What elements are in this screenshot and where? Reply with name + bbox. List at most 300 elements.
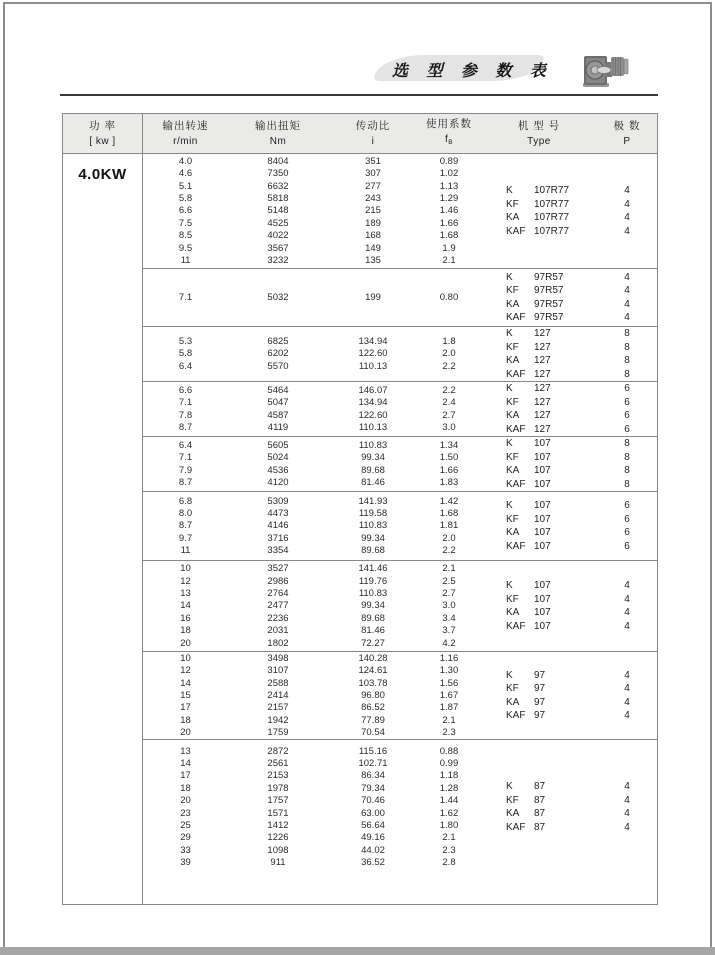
table-row bbox=[143, 291, 480, 303]
type-row bbox=[480, 780, 657, 794]
type-model: 107 bbox=[534, 465, 551, 477]
speed-header-unit: r/min bbox=[173, 135, 198, 147]
poles-cell: 8 bbox=[624, 328, 630, 340]
speed-cell: 5.8 bbox=[178, 193, 193, 205]
type-prefix: KAF bbox=[506, 620, 526, 632]
ratio-cell: 102.71 bbox=[358, 758, 388, 770]
torque-cell: 5570 bbox=[267, 360, 289, 372]
type-model: 107R77 bbox=[534, 212, 570, 224]
table-row bbox=[143, 476, 480, 488]
ratio-cell: 119.58 bbox=[358, 508, 388, 520]
factor-cell: 1.62 bbox=[439, 807, 459, 819]
type-prefix: K bbox=[506, 328, 513, 340]
type-row bbox=[480, 464, 657, 478]
table-block bbox=[143, 381, 657, 436]
ratio-cell: 79.34 bbox=[361, 782, 385, 794]
column-header-power bbox=[63, 114, 143, 153]
type-prefix: KA bbox=[506, 607, 520, 619]
torque-cell: 5047 bbox=[267, 397, 289, 409]
factor-cell: 1.80 bbox=[439, 820, 459, 832]
factor-cell: 0.89 bbox=[439, 155, 459, 167]
table-row bbox=[143, 545, 480, 557]
type-model: 97 bbox=[534, 683, 546, 695]
torque-cell: 4146 bbox=[267, 520, 289, 532]
type-row bbox=[480, 512, 657, 526]
poles-cell: 8 bbox=[624, 341, 630, 353]
speed-cell: 8.7 bbox=[178, 520, 193, 532]
poles-cell: 4 bbox=[624, 225, 630, 237]
torque-cell: 5818 bbox=[267, 193, 289, 205]
type-cell bbox=[480, 514, 598, 525]
type-prefix: K bbox=[506, 781, 513, 793]
speed-cell: 18 bbox=[180, 782, 191, 794]
ratio-cell: 140.28 bbox=[358, 652, 388, 664]
poles-cell: 4 bbox=[624, 312, 630, 324]
speed-cell: 7.8 bbox=[178, 409, 193, 421]
type-row bbox=[480, 668, 657, 682]
type-cell bbox=[480, 697, 598, 708]
column-header-service-factor bbox=[418, 114, 480, 153]
ratio-cell: 124.61 bbox=[358, 665, 388, 677]
page-title: 选 型 参 数 表 bbox=[392, 63, 553, 80]
torque-cell: 1098 bbox=[267, 844, 289, 856]
table-row bbox=[143, 168, 480, 180]
type-cell bbox=[480, 342, 598, 353]
table-block bbox=[143, 651, 657, 739]
type-row bbox=[480, 396, 657, 410]
type-row bbox=[480, 382, 657, 396]
factor-header-label: 使用系数 bbox=[426, 118, 472, 130]
factor-cell: 0.88 bbox=[439, 745, 459, 757]
torque-cell: 1942 bbox=[267, 714, 289, 726]
column-header-torque bbox=[228, 114, 328, 153]
factor-cell: 2.7 bbox=[442, 588, 456, 600]
ratio-header-label: 传动比 bbox=[355, 119, 391, 132]
table-row bbox=[143, 230, 480, 242]
type-prefix: KF bbox=[506, 396, 519, 408]
table-row bbox=[143, 495, 480, 507]
speed-cell: 8.0 bbox=[178, 508, 193, 520]
torque-cell: 4473 bbox=[267, 508, 289, 520]
speed-cell: 6.6 bbox=[178, 205, 193, 217]
torque-cell: 5148 bbox=[267, 205, 289, 217]
type-model: 107R77 bbox=[534, 198, 570, 210]
ratio-cell: 36.52 bbox=[361, 857, 385, 869]
speed-cell: 4.0 bbox=[178, 155, 193, 167]
type-row bbox=[480, 579, 657, 593]
type-prefix: KA bbox=[506, 696, 520, 708]
speed-cell: 11 bbox=[180, 545, 191, 557]
torque-cell: 3354 bbox=[267, 545, 289, 557]
torque-cell: 4120 bbox=[267, 477, 289, 489]
type-model: 127 bbox=[534, 368, 551, 380]
table-row bbox=[143, 452, 480, 464]
factor-cell: 0.99 bbox=[439, 758, 459, 770]
type-cell bbox=[480, 185, 598, 196]
factor-cell: 1.42 bbox=[439, 495, 459, 507]
poles-cell: 6 bbox=[624, 500, 630, 512]
factor-cell: 2.0 bbox=[442, 532, 456, 544]
poles-cell: 4 bbox=[624, 794, 630, 806]
speed-cell: 10 bbox=[180, 563, 191, 575]
type-row bbox=[480, 409, 657, 423]
ratio-cell: 86.52 bbox=[361, 702, 385, 714]
poles-cell: 4 bbox=[624, 580, 630, 592]
type-prefix: KA bbox=[506, 808, 520, 820]
type-prefix: KA bbox=[506, 355, 520, 367]
speed-cell: 13 bbox=[180, 588, 191, 600]
speed-cell: 15 bbox=[180, 689, 191, 701]
type-cell bbox=[480, 452, 598, 463]
table-row bbox=[143, 464, 480, 476]
type-row bbox=[480, 354, 657, 368]
type-model: 107R77 bbox=[534, 185, 570, 197]
poles-cell: 6 bbox=[624, 383, 630, 395]
table-blocks bbox=[143, 154, 657, 904]
type-cell bbox=[480, 369, 598, 380]
torque-cell: 1571 bbox=[267, 807, 289, 819]
speed-cell: 8.5 bbox=[178, 230, 193, 242]
speed-cell: 12 bbox=[180, 575, 191, 587]
factor-cell: 1.66 bbox=[439, 464, 459, 476]
table-body bbox=[63, 154, 657, 904]
ratio-cell: 115.16 bbox=[358, 745, 388, 757]
type-cell bbox=[480, 607, 598, 618]
poles-cell: 4 bbox=[624, 620, 630, 632]
table-row bbox=[143, 714, 480, 726]
factor-cell: 4.2 bbox=[442, 637, 456, 649]
poles-cell: 8 bbox=[624, 355, 630, 367]
type-model: 127 bbox=[534, 423, 551, 435]
ratio-cell: 189 bbox=[365, 217, 381, 229]
table-row bbox=[143, 832, 480, 844]
ratio-cell: 110.83 bbox=[358, 439, 388, 451]
factor-cell: 1.46 bbox=[439, 205, 459, 217]
type-model: 87 bbox=[534, 808, 546, 820]
ratio-cell: 146.07 bbox=[358, 384, 388, 396]
column-header-ratio bbox=[328, 114, 418, 153]
ratio-cell: 72.27 bbox=[361, 637, 385, 649]
type-cell bbox=[480, 212, 598, 223]
table-row bbox=[143, 677, 480, 689]
factor-cell: 3.0 bbox=[442, 422, 456, 434]
type-cell bbox=[480, 226, 598, 237]
table-row bbox=[143, 217, 480, 229]
type-model: 87 bbox=[534, 781, 546, 793]
page-footer-strip bbox=[0, 947, 715, 955]
table-row bbox=[143, 563, 480, 575]
type-cell bbox=[480, 299, 598, 310]
speed-cell: 17 bbox=[180, 770, 191, 782]
type-row bbox=[480, 327, 657, 341]
factor-cell: 1.56 bbox=[439, 677, 459, 689]
type-prefix: KF bbox=[506, 513, 519, 525]
ratio-cell: 86.34 bbox=[361, 770, 385, 782]
factor-cell: 1.02 bbox=[439, 168, 459, 180]
poles-cell: 6 bbox=[624, 527, 630, 539]
type-cell bbox=[480, 594, 598, 605]
poles-cell: 4 bbox=[624, 607, 630, 619]
type-row bbox=[480, 807, 657, 821]
type-row bbox=[480, 211, 657, 225]
factor-cell: 2.1 bbox=[442, 714, 456, 726]
type-cell bbox=[480, 710, 598, 721]
column-header-speed bbox=[143, 114, 228, 153]
table-row bbox=[143, 782, 480, 794]
speed-cell: 7.1 bbox=[178, 452, 193, 464]
factor-cell: 1.67 bbox=[439, 689, 459, 701]
ratio-cell: 63.00 bbox=[361, 807, 385, 819]
type-cell bbox=[480, 808, 598, 819]
poles-cell: 8 bbox=[624, 438, 630, 450]
type-cell bbox=[480, 199, 598, 210]
type-model: 127 bbox=[534, 396, 551, 408]
speed-cell: 20 bbox=[180, 637, 191, 649]
factor-cell: 1.66 bbox=[439, 217, 459, 229]
ratio-cell: 89.68 bbox=[361, 545, 385, 557]
speed-cell: 4.6 bbox=[178, 168, 193, 180]
torque-cell: 2414 bbox=[267, 689, 289, 701]
poles-header-label: 极 数 bbox=[613, 119, 641, 132]
type-row bbox=[480, 197, 657, 211]
type-model: 127 bbox=[534, 355, 551, 367]
poles-cell: 4 bbox=[624, 212, 630, 224]
type-cell bbox=[480, 670, 598, 681]
factor-cell: 2.7 bbox=[442, 409, 456, 421]
speed-cell: 6.4 bbox=[178, 360, 193, 372]
factor-cell: 3.7 bbox=[442, 625, 456, 637]
torque-cell: 5309 bbox=[267, 495, 289, 507]
type-prefix: K bbox=[506, 185, 513, 197]
type-model: 107 bbox=[534, 438, 551, 450]
factor-cell: 3.4 bbox=[442, 612, 456, 624]
table-row bbox=[143, 665, 480, 677]
type-row bbox=[480, 592, 657, 606]
speed-cell: 16 bbox=[180, 612, 191, 624]
type-row bbox=[480, 437, 657, 451]
type-model: 107 bbox=[534, 593, 551, 605]
type-model: 127 bbox=[534, 341, 551, 353]
poles-cell: 4 bbox=[624, 593, 630, 605]
type-cell bbox=[480, 397, 598, 408]
poles-cell: 4 bbox=[624, 271, 630, 283]
torque-cell: 1759 bbox=[267, 727, 289, 739]
speed-cell: 10 bbox=[180, 652, 191, 664]
type-header-label: 机 型 号 bbox=[517, 119, 561, 132]
factor-cell: 2.0 bbox=[442, 348, 456, 360]
column-header-poles bbox=[598, 114, 656, 153]
header-divider-rule bbox=[60, 94, 658, 96]
ratio-cell: 81.46 bbox=[361, 477, 385, 489]
table-row bbox=[143, 439, 480, 451]
speed-cell: 20 bbox=[180, 727, 191, 739]
speed-cell: 18 bbox=[180, 714, 191, 726]
speed-cell: 29 bbox=[180, 832, 191, 844]
power-value: 4.0KW bbox=[63, 154, 143, 904]
type-model: 107 bbox=[534, 540, 551, 552]
torque-cell: 4525 bbox=[267, 217, 289, 229]
poles-cell: 4 bbox=[624, 821, 630, 833]
speed-cell: 13 bbox=[180, 745, 191, 757]
torque-cell: 2986 bbox=[267, 575, 289, 587]
table-row bbox=[143, 360, 480, 372]
type-prefix: K bbox=[506, 383, 513, 395]
factor-header-unit: $f_B$ bbox=[444, 134, 454, 146]
ratio-cell: 89.68 bbox=[361, 464, 385, 476]
type-prefix: KF bbox=[506, 683, 519, 695]
type-prefix: K bbox=[506, 580, 513, 592]
type-row bbox=[480, 271, 657, 285]
table-row bbox=[143, 612, 480, 624]
type-prefix: K bbox=[506, 271, 513, 283]
table-row bbox=[143, 600, 480, 612]
table-row bbox=[143, 397, 480, 409]
type-prefix: KA bbox=[506, 527, 520, 539]
torque-cell: 3107 bbox=[267, 665, 289, 677]
factor-cell: 1.68 bbox=[439, 230, 459, 242]
type-cell bbox=[480, 424, 598, 435]
type-prefix: KF bbox=[506, 285, 519, 297]
ratio-cell: 81.46 bbox=[361, 625, 385, 637]
table-row bbox=[143, 180, 480, 192]
factor-cell: 0.80 bbox=[439, 291, 459, 303]
poles-cell: 8 bbox=[624, 465, 630, 477]
power-header-label: 功 率 bbox=[89, 119, 116, 132]
type-cell bbox=[480, 479, 598, 490]
factor-cell: 3.0 bbox=[442, 600, 456, 612]
torque-header-unit: Nm bbox=[269, 135, 287, 147]
table-row bbox=[143, 348, 480, 360]
type-prefix: KAF bbox=[506, 478, 526, 490]
table-row bbox=[143, 795, 480, 807]
type-prefix: KF bbox=[506, 451, 519, 463]
ratio-cell: 141.93 bbox=[358, 495, 388, 507]
ratio-cell: 110.13 bbox=[358, 422, 388, 434]
type-prefix: KF bbox=[506, 198, 519, 210]
type-model: 107 bbox=[534, 580, 551, 592]
type-model: 107 bbox=[534, 620, 551, 632]
type-model: 127 bbox=[534, 328, 551, 340]
torque-cell: 2477 bbox=[267, 600, 289, 612]
type-model: 97R57 bbox=[534, 285, 564, 297]
torque-cell: 1757 bbox=[267, 795, 289, 807]
factor-cell: 2.2 bbox=[442, 545, 456, 557]
table-row bbox=[143, 844, 480, 856]
speed-cell: 14 bbox=[180, 677, 191, 689]
speed-cell: 9.5 bbox=[178, 242, 193, 254]
type-row bbox=[480, 311, 657, 325]
type-cell bbox=[480, 410, 598, 421]
table-row bbox=[143, 757, 480, 769]
speed-cell: 5.1 bbox=[178, 180, 193, 192]
poles-cell: 8 bbox=[624, 478, 630, 490]
type-cell bbox=[480, 527, 598, 538]
factor-cell: 1.68 bbox=[439, 508, 459, 520]
ratio-cell: 149 bbox=[365, 242, 381, 254]
factor-cell: 2.8 bbox=[442, 857, 456, 869]
type-row bbox=[480, 682, 657, 696]
table-header-row bbox=[63, 114, 657, 154]
speed-cell: 5.3 bbox=[178, 336, 193, 348]
table-block bbox=[143, 491, 657, 560]
poles-cell: 4 bbox=[624, 198, 630, 210]
speed-cell: 18 bbox=[180, 625, 191, 637]
ratio-cell: 70.54 bbox=[361, 727, 385, 739]
type-prefix: KF bbox=[506, 794, 519, 806]
column-header-type bbox=[480, 114, 598, 153]
poles-cell: 6 bbox=[624, 410, 630, 422]
torque-cell: 2153 bbox=[267, 770, 289, 782]
ratio-cell: 134.94 bbox=[358, 336, 388, 348]
torque-cell: 4587 bbox=[267, 409, 289, 421]
ratio-cell: 307 bbox=[365, 168, 381, 180]
type-row bbox=[480, 184, 657, 198]
type-model: 97R57 bbox=[534, 312, 564, 324]
torque-cell: 911 bbox=[270, 857, 286, 869]
table-block bbox=[143, 268, 657, 326]
factor-cell: 2.1 bbox=[442, 832, 456, 844]
table-row bbox=[143, 520, 480, 532]
table-row bbox=[143, 575, 480, 587]
table-row bbox=[143, 625, 480, 637]
type-prefix: KA bbox=[506, 212, 520, 224]
type-cell bbox=[480, 822, 598, 833]
gearmotor-image bbox=[582, 49, 630, 93]
ratio-cell: 351 bbox=[365, 155, 381, 167]
poles-cell: 6 bbox=[624, 513, 630, 525]
table-row bbox=[143, 205, 480, 217]
factor-cell: 1.30 bbox=[439, 665, 459, 677]
type-prefix: KAF bbox=[506, 312, 526, 324]
selection-parameter-table bbox=[62, 113, 658, 905]
type-row bbox=[480, 499, 657, 513]
speed-cell: 7.5 bbox=[178, 217, 193, 229]
ratio-cell: 56.64 bbox=[361, 820, 385, 832]
type-model: 127 bbox=[534, 410, 551, 422]
poles-cell: 6 bbox=[624, 423, 630, 435]
poles-cell: 8 bbox=[624, 451, 630, 463]
table-row bbox=[143, 726, 480, 738]
table-row bbox=[143, 745, 480, 757]
type-row bbox=[480, 224, 657, 238]
type-row bbox=[480, 478, 657, 492]
torque-cell: 2031 bbox=[267, 625, 289, 637]
type-prefix: KAF bbox=[506, 225, 526, 237]
ratio-cell: 49.16 bbox=[361, 832, 385, 844]
type-cell bbox=[480, 580, 598, 591]
type-prefix: KAF bbox=[506, 368, 526, 380]
type-cell bbox=[480, 312, 598, 323]
poles-cell: 4 bbox=[624, 781, 630, 793]
poles-cell: 4 bbox=[624, 696, 630, 708]
ratio-cell: 243 bbox=[365, 193, 381, 205]
ratio-cell: 44.02 bbox=[361, 844, 385, 856]
speed-header-label: 输出转速 bbox=[162, 119, 209, 132]
torque-cell: 6825 bbox=[267, 336, 289, 348]
speed-cell: 33 bbox=[180, 844, 191, 856]
torque-cell: 1412 bbox=[267, 820, 289, 832]
poles-cell: 4 bbox=[624, 710, 630, 722]
type-row bbox=[480, 341, 657, 355]
type-model: 97 bbox=[534, 710, 546, 722]
speed-cell: 11 bbox=[180, 255, 191, 267]
speed-cell: 39 bbox=[180, 857, 191, 869]
ratio-cell: 103.78 bbox=[358, 677, 388, 689]
table-row bbox=[143, 637, 480, 649]
speed-cell: 7.9 bbox=[178, 464, 193, 476]
type-cell bbox=[480, 355, 598, 366]
factor-cell: 2.4 bbox=[442, 397, 456, 409]
